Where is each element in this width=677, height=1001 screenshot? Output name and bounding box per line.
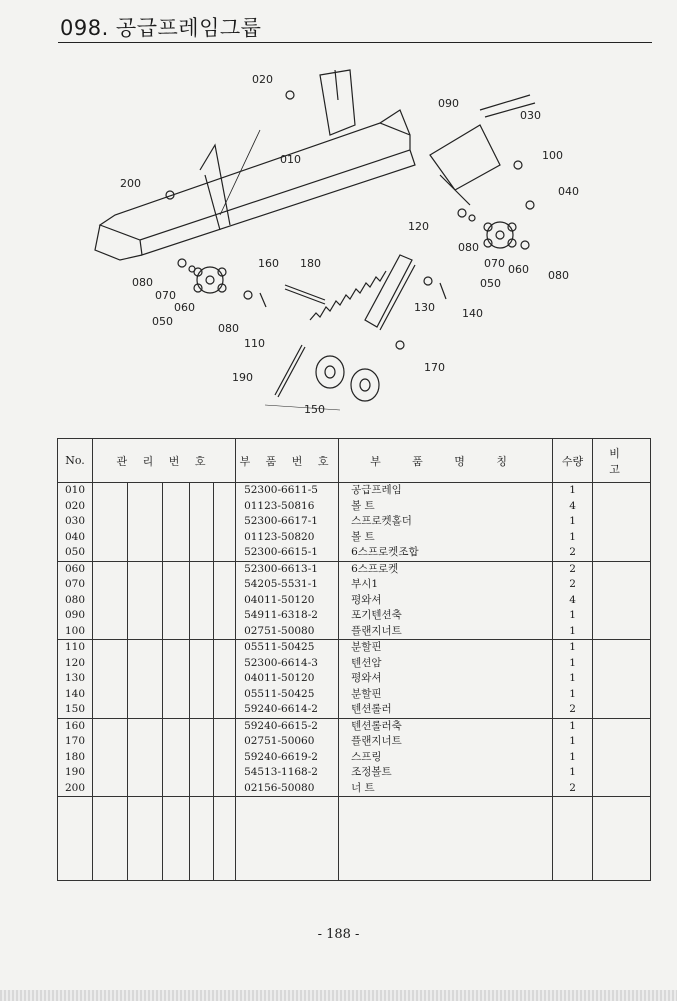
part-number: 01123-50820	[244, 530, 315, 543]
parts-table	[57, 438, 651, 881]
tension-arm-drawing	[365, 255, 415, 330]
part-name: 텐션롤러	[351, 703, 392, 715]
item-no: 150	[65, 703, 86, 715]
part-number: 04011-50120	[244, 593, 315, 606]
quantity: 1	[569, 735, 576, 747]
callout-label: 080	[132, 276, 153, 289]
callout-label: 050	[480, 277, 501, 290]
quantity: 1	[569, 530, 576, 543]
tension-rollers-drawing	[316, 356, 379, 401]
quantity: 4	[569, 499, 576, 512]
part-number: 02751-50080	[244, 624, 315, 637]
callout-label: 180	[300, 257, 321, 270]
part-name: 공급프레임	[351, 484, 402, 496]
part-name: 플랜지너트	[351, 624, 402, 637]
part-number: 52300-6613-1	[244, 562, 318, 575]
part-number: 52300-6615-1	[244, 546, 318, 558]
callout-label: 040	[558, 185, 579, 198]
item-no: 010	[65, 484, 86, 496]
part-number: 54205-5531-1	[244, 578, 318, 590]
callout-label: 140	[462, 307, 483, 320]
diagram-svg	[80, 55, 600, 435]
part-number: 52300-6617-1	[244, 515, 318, 527]
quantity: 2	[569, 562, 576, 575]
item-no: 120	[65, 656, 86, 669]
table-row-group	[58, 640, 651, 719]
part-name: 분할핀	[351, 687, 382, 700]
table-empty-row	[58, 797, 651, 881]
part-name: 텐션암	[351, 656, 382, 669]
part-number: 05511-50425	[244, 641, 315, 653]
part-name: 평와셔	[351, 672, 382, 684]
item-no: 180	[65, 750, 86, 763]
item-no: 200	[65, 781, 86, 794]
part-name: 텐션롤러축	[351, 719, 402, 732]
header-quantity: 수량	[553, 439, 593, 483]
part-number: 04011-50120	[244, 672, 315, 684]
callout-label: 070	[484, 257, 505, 270]
diagram-callouts	[120, 73, 579, 416]
table-header-row	[58, 439, 651, 483]
page-number: - 188 -	[317, 927, 360, 942]
part-number: 59240-6615-2	[244, 719, 318, 732]
part-name: 포기텐션축	[351, 609, 402, 621]
scan-edge-strip	[0, 990, 677, 1001]
item-no: 050	[65, 546, 86, 558]
quantity: 1	[569, 624, 576, 637]
header-management-number: 관 리 번 호	[93, 439, 236, 483]
item-no: 160	[65, 719, 86, 732]
spring-drawing	[310, 271, 386, 320]
part-number: 52300-6614-3	[244, 656, 318, 669]
supply-frame-drawing	[100, 123, 415, 255]
callout-label: 080	[548, 269, 569, 282]
part-number: 54513-1168-2	[244, 766, 318, 778]
callout-label: 010	[280, 153, 301, 166]
part-name: 6스프로켓조합	[351, 546, 419, 558]
part-name: 부시1	[351, 578, 379, 590]
callout-label: 080	[458, 241, 479, 254]
callout-label: 020	[252, 73, 273, 86]
part-number: 05511-50425	[244, 687, 315, 700]
sprocket-right-drawing	[484, 222, 516, 248]
quantity: 1	[569, 672, 576, 684]
part-number: 59240-6619-2	[244, 750, 318, 763]
part-name: 조정볼트	[351, 766, 392, 778]
callout-label: 110	[244, 337, 265, 350]
table-row-group	[58, 483, 651, 562]
part-number: 02751-50060	[244, 735, 315, 747]
part-name: 플랜지너트	[351, 735, 402, 747]
quantity: 1	[569, 515, 576, 527]
part-name: 6스프로켓	[351, 562, 399, 575]
part-name: 평와셔	[351, 593, 382, 606]
part-number: 02156-50080	[244, 781, 315, 794]
part-number: 52300-6611-5	[244, 484, 318, 496]
item-no: 070	[65, 578, 86, 590]
quantity: 1	[569, 609, 576, 621]
callout-label: 160	[258, 257, 279, 270]
header-part-name: 부 품 명 칭	[339, 439, 553, 483]
sprocket-holder-drawing	[430, 125, 500, 205]
quantity: 1	[569, 750, 576, 763]
quantity: 1	[569, 719, 576, 732]
callout-label: 170	[424, 361, 445, 374]
item-no: 110	[65, 641, 86, 653]
page-title: 098. 공급프레임그룹	[60, 16, 262, 40]
item-no: 040	[65, 530, 86, 543]
sprocket-left-drawing	[194, 267, 226, 293]
callout-label: 090	[438, 97, 459, 110]
exploded-parts-diagram	[80, 55, 600, 435]
part-name: 볼 트	[351, 530, 375, 543]
quantity: 2	[569, 546, 576, 558]
quantity: 4	[569, 593, 576, 606]
item-no: 060	[65, 562, 86, 575]
item-no: 100	[65, 624, 86, 637]
callout-label: 150	[304, 403, 325, 416]
callout-label: 080	[218, 322, 239, 335]
callout-label: 030	[520, 109, 541, 122]
header-part-number: 부 품 번 호	[236, 439, 339, 483]
callout-label: 200	[120, 177, 141, 190]
header-remarks: 비 고	[593, 439, 651, 483]
item-no: 090	[65, 609, 86, 621]
callout-label: 100	[542, 149, 563, 162]
part-name: 너 트	[351, 781, 375, 794]
part-number: 59240-6614-2	[244, 703, 318, 715]
item-no: 190	[65, 766, 86, 778]
quantity: 2	[569, 703, 576, 715]
item-no: 140	[65, 687, 86, 700]
part-name: 분할핀	[351, 641, 382, 653]
quantity: 1	[569, 656, 576, 669]
callout-label: 060	[174, 301, 195, 314]
table-row-group	[58, 561, 651, 640]
quantity: 1	[569, 484, 576, 496]
callout-label: 130	[414, 301, 435, 314]
quantity: 2	[569, 578, 576, 590]
callout-label: 190	[232, 371, 253, 384]
item-no: 020	[65, 499, 86, 512]
quantity: 1	[569, 687, 576, 700]
part-name: 스프링	[351, 750, 382, 763]
part-name: 볼 트	[351, 499, 375, 512]
callout-label: 050	[152, 315, 173, 328]
quantity: 1	[569, 766, 576, 778]
item-no: 130	[65, 672, 86, 684]
part-name: 스프로켓홀더	[351, 515, 412, 527]
callout-label: 120	[408, 220, 429, 233]
part-number: 54911-6318-2	[244, 609, 318, 621]
callout-label: 060	[508, 263, 529, 276]
callout-label: 070	[155, 289, 176, 302]
quantity: 2	[569, 781, 576, 794]
header-no: No.	[58, 439, 93, 483]
item-no: 080	[65, 593, 86, 606]
item-no: 170	[65, 735, 86, 747]
table-row-group	[58, 718, 651, 797]
part-number: 01123-50816	[244, 499, 315, 512]
title-divider	[58, 42, 652, 43]
quantity: 1	[569, 641, 576, 653]
item-no: 030	[65, 515, 86, 527]
